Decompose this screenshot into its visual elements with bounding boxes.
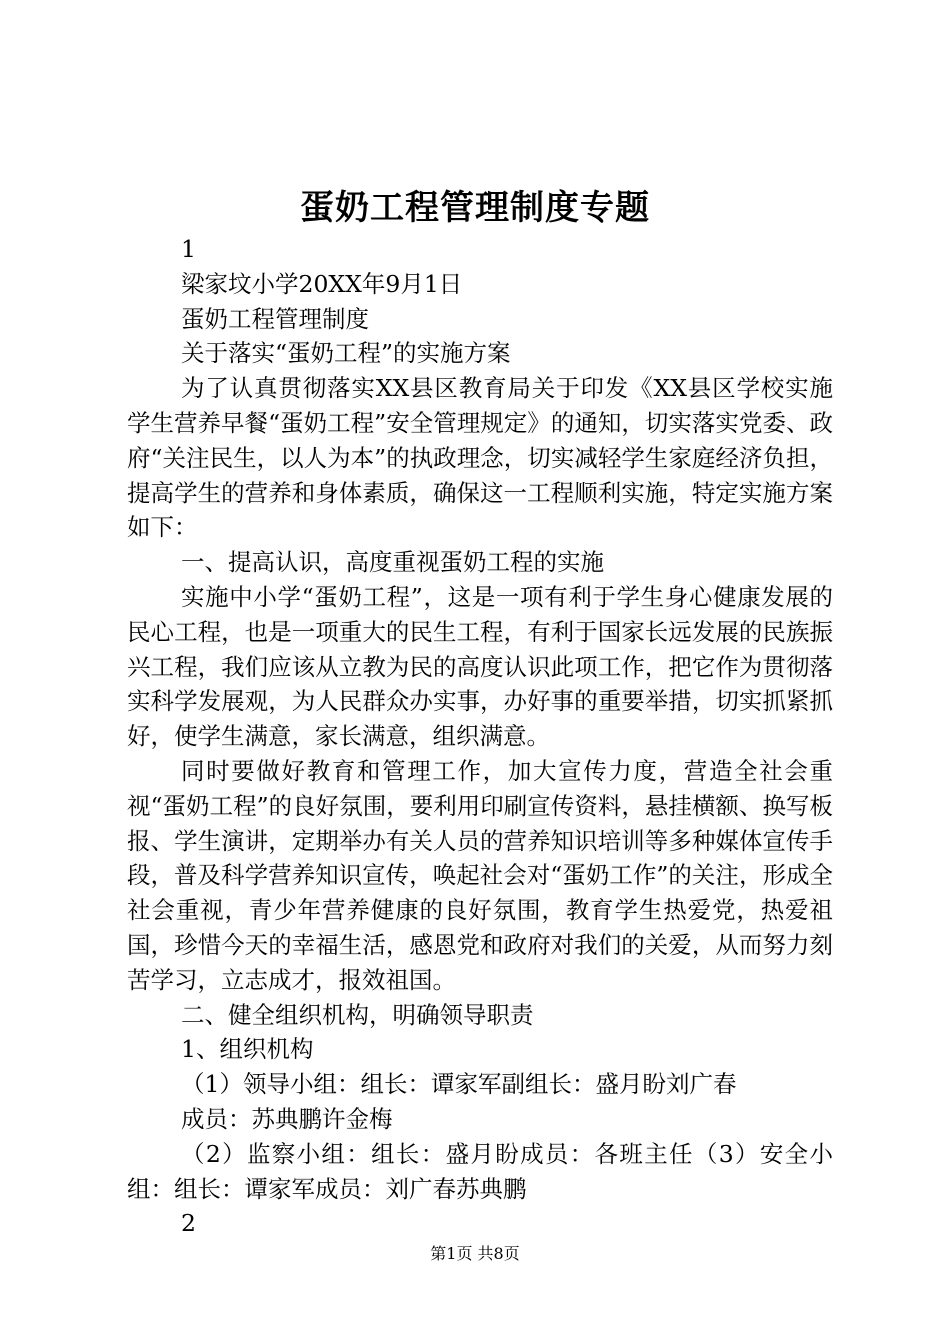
- body-paragraph: 实施中小学“蛋奶工程”，这是一项有利于学生身心健康发展的民心工程，也是一项重大的民生工程，有利于国家长远发展的民族振兴工程，我们应该从立教为民的高度认识此项工作，把它作为贯彻落实科学发展观，为人民群众办实事，办好事的重要举措，切实抓紧抓好，使学生满意，家长满意，组织满意。: [127, 582, 833, 751]
- subsection-heading: 1、组织机构: [181, 1035, 314, 1064]
- document-body: [127, 232, 833, 1241]
- leadership-group-line: （1）领导小组：组长：谭家军副组长：盛月盼刘广春: [181, 1070, 737, 1099]
- body-paragraph: 同时要做好教育和管理工作，加大宣传力度，营造全社会重视“蛋奶工程”的良好氛围，要利用印刷宣传资料，悬挂横额、换写板报、学生演讲，定期举办有关人员的营养知识培训等多种媒体宣传手段，普及科学营养知识宣传，唤起社会对“蛋奶工作”的关注，形成全社会重视，青少年营养健康的良好氛围，教育学生热爱党，热爱祖国，珍惜今天的幸福生活，感恩党和政府对我们的关爱，从而努力刻苦学习，立志成才，报效祖国。: [127, 756, 833, 994]
- page-marker: 1: [181, 235, 196, 263]
- subtitle: 蛋奶工程管理制度: [181, 304, 369, 333]
- page-marker: 2: [181, 1209, 196, 1238]
- document-title: 蛋奶工程管理制度专题: [300, 188, 650, 228]
- school-date-line: 梁家坟小学20XX年9月1日: [181, 269, 463, 298]
- section-heading-1: 一、提高认识，高度重视蛋奶工程的实施: [181, 548, 604, 577]
- intro-paragraph: 为了认真贯彻落实XX县区教育局关于印发《XX县区学校实施学生营养早餐“蛋奶工程”安全管理规定》的通知，切实落实党委、政府“关注民生，以人为本”的执政理念，切实减轻学生家庭经济负担，提高学生的营养和身体素质，确保这一工程顺利实施，特定实施方案如下：: [127, 374, 833, 542]
- section-heading-2: 二、健全组织机构，明确领导职责: [181, 1000, 534, 1029]
- members-line: 成员：苏典鹏许金梅: [181, 1104, 393, 1133]
- page-footer: 第1页 共8页: [430, 1244, 520, 1263]
- plan-heading: 关于落实“蛋奶工程”的实施方案: [181, 339, 511, 368]
- supervision-safety-line: （2）监察小组：组长：盛月盼成员：各班主任（3）安全小组：组长：谭家军成员：刘广春苏典鹏: [127, 1139, 833, 1203]
